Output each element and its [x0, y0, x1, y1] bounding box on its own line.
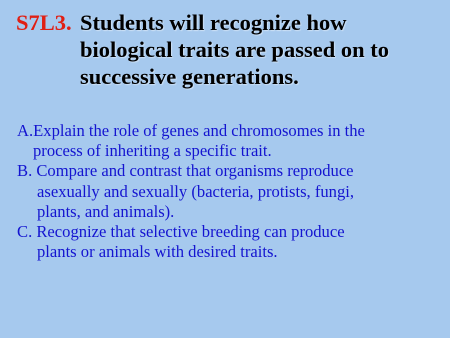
objective-a	[17, 121, 447, 161]
objective-line: asexually and sexually (bacteria, protists, fungi,	[37, 181, 355, 201]
standard-title-line: Students will recognize how	[80, 10, 347, 35]
standard-title-line: biological traits are passed on to	[80, 37, 389, 62]
standard-code: S7L3.	[16, 10, 72, 35]
objective-line: C. Recognize that selective breeding can produce	[17, 222, 345, 242]
objective-b	[17, 161, 447, 222]
objective-line: process of inheriting a specific trait.	[33, 141, 272, 161]
objective-line: plants, and animals).	[37, 201, 175, 221]
objective-line: B. Compare and contrast that organisms reproduce	[17, 161, 354, 181]
objective-line: A.Explain the role of genes and chromosomes in the	[17, 121, 365, 140]
objectives-list	[17, 121, 447, 262]
standard-title-line: successive generations.	[80, 64, 299, 89]
objective-c	[17, 222, 447, 262]
standard-title	[80, 9, 440, 90]
objective-line: plants or animals with desired traits.	[37, 242, 278, 262]
